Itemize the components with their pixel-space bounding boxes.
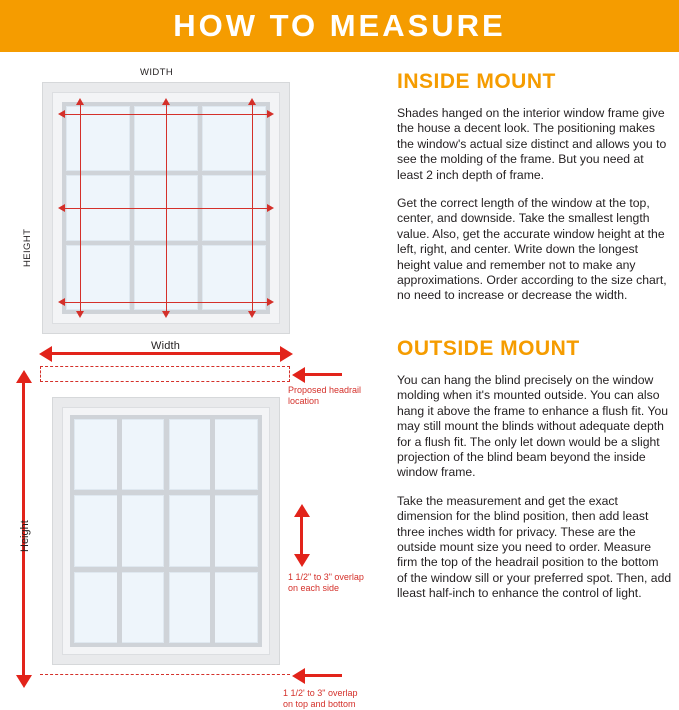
bottom-overlap-callout-line (300, 674, 342, 677)
side-overlap-note-line2: on each side (288, 583, 340, 593)
width-arrow-right-center (267, 204, 274, 212)
height-arrow-down-center (162, 311, 170, 318)
inside-mount-paragraph-2: Get the correct length of the window at the top, center, and downside. Take the smallest length value. Also, get the accurate window height at the left, right, and center. Write down the longest height value and remember not to make any approximations. Order according to the size chart, no need to increase or decrease the width. (397, 196, 667, 303)
page-title: HOW TO MEASURE (173, 8, 506, 43)
bottom-overlap-note-line1: 1 1/2' to 3" overlap (283, 688, 358, 698)
width-label-top: WIDTH (140, 67, 174, 78)
height-arrow-up-left (76, 98, 84, 105)
height-measure-line-center (166, 102, 167, 314)
headrail-callout-line (300, 373, 342, 376)
width-arrow-head-left-bottom (39, 346, 52, 362)
width-arrow-head-right-bottom (280, 346, 293, 362)
width-arrow-line-bottom (52, 352, 280, 355)
width-arrow-left-center (58, 204, 65, 212)
window-mullion-left (117, 415, 122, 647)
height-arrow-head-down-bottom (16, 675, 32, 688)
height-arrow-down-right (248, 311, 256, 318)
window-pane (202, 245, 266, 310)
diagrams-column (0, 52, 390, 709)
outside-mount-section (397, 337, 672, 615)
headrail-note-line1: Proposed headrail (288, 385, 362, 395)
headrail-callout-arrow (292, 367, 305, 383)
height-arrow-down-left (76, 311, 84, 318)
text-column (390, 52, 679, 679)
outside-mount-title: OUTSIDE MOUNT (397, 337, 580, 360)
height-arrow-head-up-bottom (16, 370, 32, 383)
height-label-top: HEIGHT (22, 228, 33, 267)
height-arrow-up-center (162, 98, 170, 105)
outside-mount-paragraph-2: Take the measurement and get the exact dimension for the blind position, then add least three inches width for privacy. These are the outside mount size you need to order. Measure firm the top of the headrail position to the bottom of the window sill or your preferred spot. Then, add lleast half-inch to enhance the control of light. (397, 493, 672, 601)
page-header (0, 0, 679, 52)
headrail-note-line2: location (288, 396, 320, 406)
inside-mount-paragraph-1: Shades hanged on the interior window frame give the house a decent look. The positioning makes the window's actual size distinct and allows you to see the molding of the frame. But you need at least 2 inch depth of frame. (397, 106, 667, 182)
width-arrow-right-top (267, 110, 274, 118)
inside-mount-title: INSIDE MOUNT (397, 70, 556, 93)
width-arrow-right-bottom (267, 298, 274, 306)
window-pane (66, 245, 130, 310)
side-overlap-note-line1: 1 1/2" to 3" overlap (288, 572, 364, 582)
window-pane (202, 106, 266, 171)
height-label-bottom: Height (19, 520, 31, 552)
width-arrow-left-top (58, 110, 65, 118)
window-pane-grid-bottom-left (70, 415, 262, 647)
outside-mount-paragraph-1: You can hang the blind precisely on the window molding when it's mounted outside. You can also hang it above the frame to enhance a flush fit. You may still mount the blinds without adequate depth for a flush fit. The only let down would be a slight projection of the blind beam beyond the inside window frame. (397, 373, 669, 480)
side-overlap-arrow-up (294, 504, 310, 517)
headrail-dashed-box (40, 366, 290, 382)
width-arrow-left-bottom (58, 298, 65, 306)
inside-mount-section (397, 70, 672, 317)
window-mullion-right (210, 415, 215, 647)
width-label-bottom: Width (145, 340, 186, 352)
height-arrow-up-right (248, 98, 256, 105)
height-measure-line-right (252, 102, 253, 314)
bottom-overlap-note (283, 688, 393, 710)
content-area (0, 52, 679, 709)
window-pane (66, 106, 130, 171)
height-measure-line-left (80, 102, 81, 314)
bottom-overlap-dashed-line (40, 674, 290, 675)
side-overlap-line (300, 515, 303, 555)
headrail-note (288, 385, 388, 407)
bottom-overlap-callout-arrow (292, 668, 305, 684)
side-overlap-note (288, 572, 388, 594)
side-overlap-arrow-down (294, 554, 310, 567)
bottom-overlap-note-line2: on top and bottom (283, 699, 356, 709)
